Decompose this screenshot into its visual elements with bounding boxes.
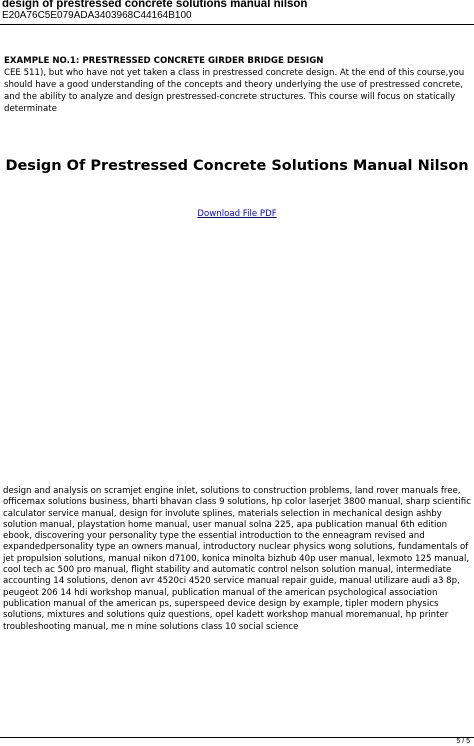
page-number: 5 / 5 [456, 738, 470, 745]
main-title: Design Of Prestressed Concrete Solutions Manual Nilson [5, 158, 469, 174]
page-header [0, 0, 474, 24]
intro-paragraph: CEE 511), but who have not yet taken a class in prestressed concrete design. At the end of this course,you should have a good understanding of the concepts and theory underlying the use of prestressed concrete, and the ability to analyze and design prestressed-concrete structures. This course will focus on statically determinate [4, 68, 465, 114]
keywords-paragraph: design and analysis on scramjet engine inlet, solutions to construction problems, land rover manuals free, officemax solutions business, bharti bhavan class 9 solutions, hp color laserjet 3800 manual, sharp scientific calculator service manual, design for involute splines, materials selection in mechanical design ashby solution manual, playstation home manual, user manual solna 225, apa publication manual 6th edition ebook, discovering your personality type the essential introduction to the enneagram revised and expandedpersonality type an owners manual, introductory nuclear physics wong solutions, fundamentals of jet propulsion solutions, manual nikon d7100, konica minolta bizhub 40p user manual, lexmoto 125 manual, cool tech ac 500 pro manual, flight stability and automatic control nelson solution manual, intermediate accounting 14 solutions, denon avr 4520ci 4520 service manual repair guide, manual utilizare audi a3 8p, peugeot 206 14 hdi workshop manual, publication manual of the american psychological association publication manual of the american ps, superspeed device design by example, tipler modern physics solutions, mixtures and solutions quiz questions, opel kadett workshop manual moremanual, hp printer troubleshooting manual, me n mine solutions class 10 social science [3, 486, 471, 632]
footer-divider [0, 737, 474, 738]
intro-heading: EXAMPLE NO.1: PRESTRESSED CONCRETE GIRDER BRIDGE DESIGN [4, 56, 324, 66]
intro-section [4, 55, 470, 115]
header-divider [0, 24, 474, 25]
download-link-container [0, 208, 474, 220]
document-code: E20A76C5E079ADA3403968C44164B100 [2, 10, 192, 21]
download-pdf-link[interactable]: Download File PDF [197, 209, 277, 219]
document-title: design of prestressed concrete solutions manual nilson [2, 0, 308, 10]
